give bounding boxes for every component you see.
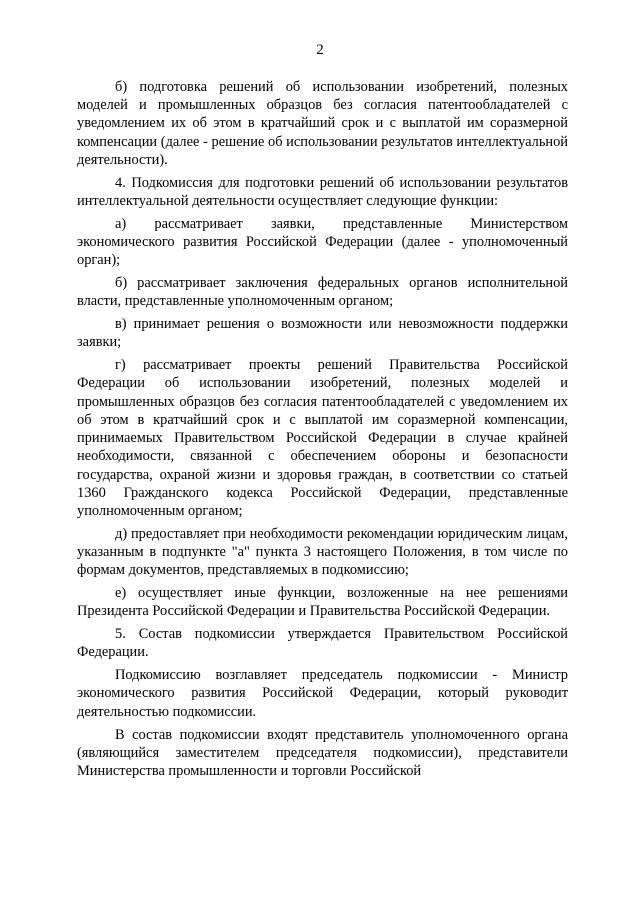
paragraph-5-composition: 5. Состав подкомиссии утверждается Правительством Российской Федерации. [77, 626, 568, 661]
paragraph-4-subcommission-functions: 4. Подкомиссия для подготовки решений об использовании результатов интеллектуальной деятельности осуществляет следующие функции: [77, 174, 568, 209]
paragraph-function-v: в) принимает решения о возможности или невозможности поддержки заявки; [77, 316, 568, 351]
paragraph-function-a: а) рассматривает заявки, представленные Министерством экономического развития Российской Федерации (далее - уполномоченный орган); [77, 215, 568, 269]
paragraph-function-e: е) осуществляет иные функции, возложенные на нее решениями Президента Российской Федерации и Правительства Российской Федерации. [77, 585, 568, 620]
paragraph-members: В состав подкомиссии входят представитель уполномоченного органа (являющийся заместителем председателя подкомиссии), представители Министерства промышленности и торговли Российской [77, 726, 568, 779]
paragraph-function-d: д) предоставляет при необходимости рекомендации юридическим лицам, указанным в подпункте "а" пункта 3 настоящего Положения, в том числе по формам документов, представляемых в подкомиссию; [77, 525, 568, 579]
page-number: 2 [316, 42, 324, 58]
paragraph-chairman: Подкомиссию возглавляет председатель подкомиссии - Министр экономического развития Российской Федерации, который руководит деятельностью подкомиссии. [77, 667, 568, 720]
document-body [77, 78, 568, 780]
paragraph-function-b: б) рассматривает заключения федеральных органов исполнительной власти, представленные уполномоченным органом; [77, 275, 568, 310]
paragraph-function-g: г) рассматривает проекты решений Правительства Российской Федерации об использовании изобретений, полезных моделей и промышленных образцов без согласия патентообладателей с уведомлением их об этом в кратчайший срок и с выплатой им соразмерной компенсации, принимаемых Правительством Российской Федерации в случае крайней необходимости, связанной с обеспечением обороны и безопасности государства, охраной жизни и здоровья граждан, в соответствии со статьей 1360 Гражданского кодекса Российской Федерации, представленные уполномоченным органом; [77, 357, 568, 519]
paragraph-item-b-decision-preparation: б) подготовка решений об использовании изобретений, полезных моделей и промышленных образцов без согласия патентообладателей с уведомлением их об этом в кратчайший срок и с выплатой им соразмерной компенсации (далее - решение об использовании результатов интеллектуальной деятельности). [77, 79, 568, 168]
